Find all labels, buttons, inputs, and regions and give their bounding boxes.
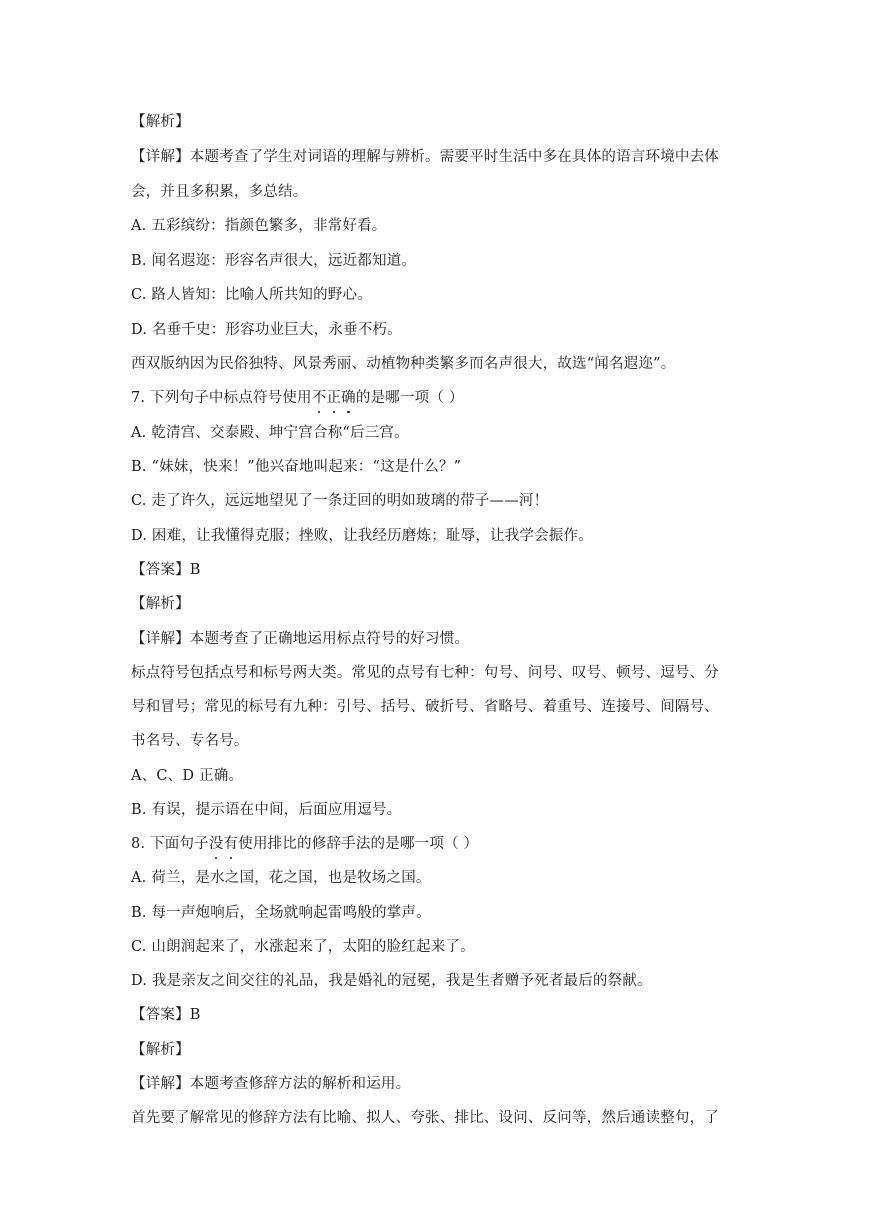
section-heading-analysis: 【解析】 <box>131 596 190 612</box>
question-7-stem <box>131 388 741 408</box>
section-heading-analysis: 【解析】 <box>131 1042 190 1058</box>
explanation-paragraph-cont: 号和冒号；常见的标号有九种：引号、括号、破折号、省略号、着重号、连接号、间隔号、 <box>131 699 719 715</box>
emphasis-char: 没 <box>208 836 224 852</box>
emphasis-char: 不 <box>311 390 327 406</box>
question-8-option-c: C. 山朗润起来了，水涨起来了，太阳的脸红起来了。 <box>131 939 475 955</box>
emphasis-char: 正 <box>326 390 342 406</box>
detail-paragraph: 【详解】本题考查了学生对词语的理解与辨析。需要平时生活中多在具体的语言环境中去体 <box>131 149 719 165</box>
question-8-option-a: A. 荷兰，是水之国，花之国，也是牧场之国。 <box>131 870 431 886</box>
option-b-error-note: B. 有误，提示语在中间，后面应用逗号。 <box>131 802 402 818</box>
conclusion-paragraph: 西双版纳因为民俗独特、风景秀丽、动植物种类繁多而名声很大，故选“闻名遐迩”。 <box>131 356 676 372</box>
option-c-explanation: C. 路人皆知：比喻人所共知的野心。 <box>131 287 372 303</box>
explanation-paragraph: 标点符号包括点号和标号两大类。常见的点号有七种：句号、问号、叹号、顿号、逗号、分 <box>131 665 719 681</box>
question-8-suffix: 使用排比的修辞手法的是哪一项（ ） <box>238 836 479 852</box>
question-8-stem <box>131 834 741 854</box>
option-d-explanation: D. 名垂千史：形容功业巨大，永垂不朽。 <box>131 322 402 338</box>
answer-line: 【答案】B <box>131 1007 201 1023</box>
detail-paragraph: 【详解】本题考查修辞方法的解析和运用。 <box>131 1076 411 1092</box>
explanation-paragraph: 首先要了解常见的修辞方法有比喻、拟人、夸张、排比、设问、反问等，然后通读整句，了 <box>131 1110 719 1126</box>
question-8-prefix: 8. 下面句子 <box>131 836 209 852</box>
option-b-explanation: B. 闻名遐迩：形容名声很大，远近都知道。 <box>131 253 417 269</box>
explanation-paragraph-cont: 书名号、专名号。 <box>131 733 249 749</box>
answer-line: 【答案】B <box>131 562 201 578</box>
option-a-explanation: A. 五彩缤纷：指颜色繁多，非常好看。 <box>131 218 387 234</box>
question-7-option-c: C. 走了许久，远远地望见了一条迂回的明如玻璃的带子——河！ <box>131 493 549 509</box>
emphasis-char: 确 <box>341 390 356 406</box>
section-heading-analysis: 【解析】 <box>131 114 190 130</box>
detail-paragraph-cont: 会，并且多积累，多总结。 <box>131 184 308 200</box>
question-8-option-b: B. 每一声炮响后，全场就响起雷鸣般的掌声。 <box>131 905 431 921</box>
question-7-option-b: B. “妹妹，快来！”他兴奋地叫起来：“这是什么？” <box>131 459 462 475</box>
question-7-suffix: 的是哪一项（ ） <box>355 390 464 406</box>
correct-options-note: A、C、D 正确。 <box>131 768 244 784</box>
question-7-option-d: D. 困难，让我懂得克服；挫败，让我经历磨炼；耻辱，让我学会振作。 <box>131 528 593 544</box>
emphasis-char: 有 <box>223 836 239 852</box>
question-7-prefix: 7. 下列句子中标点符号使用 <box>131 390 312 406</box>
question-8-option-d: D. 我是亲友之间交往的礼品，我是婚礼的冠冕，我是生者赠予死者最后的祭献。 <box>131 973 652 989</box>
question-7-option-a: A. 乾清宫、交泰殿、坤宁宫合称“后三宫。 <box>131 425 409 441</box>
detail-paragraph: 【详解】本题考查了正确地运用标点符号的好习惯。 <box>131 631 470 647</box>
